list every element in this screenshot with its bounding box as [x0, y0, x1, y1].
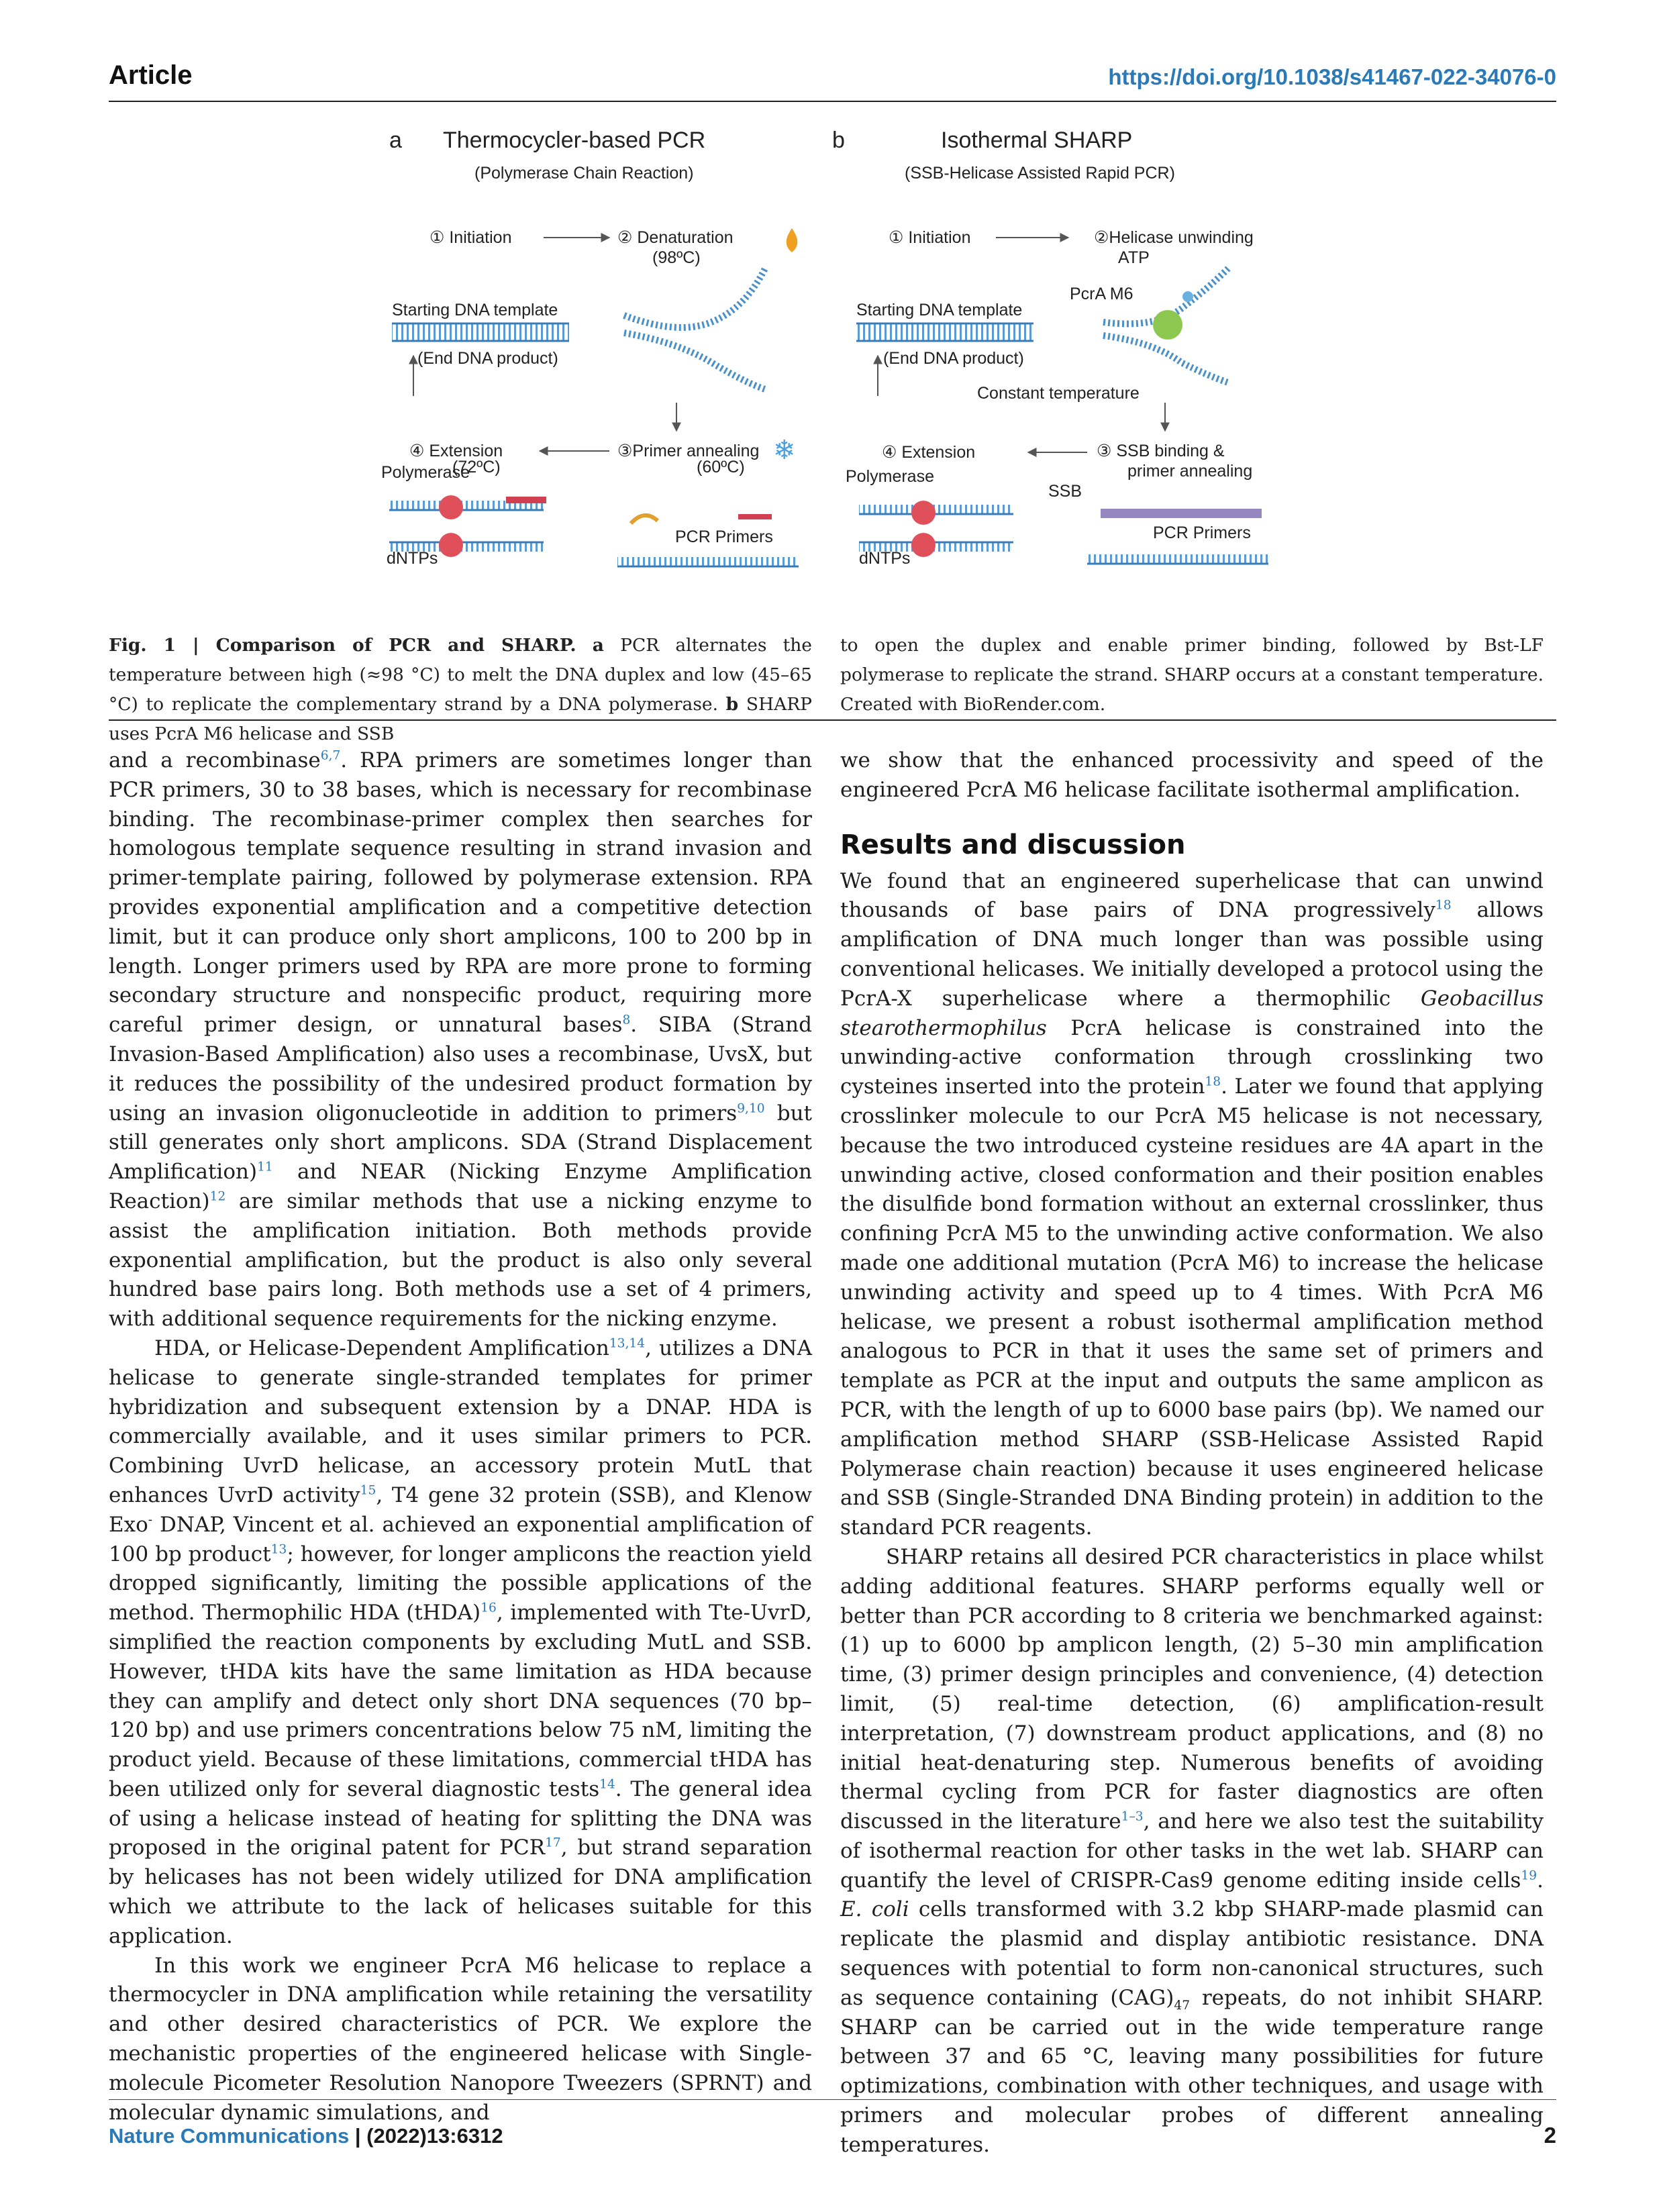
sharp-step2-label: ②Helicase unwinding: [1094, 228, 1254, 247]
flame-icon: [787, 228, 798, 252]
pcr-step4-temp: (72ºC): [452, 458, 501, 476]
sharp-ssb-label: SSB: [1048, 482, 1082, 501]
right-column: [840, 746, 1544, 2160]
pcr-start-template: Starting DNA template: [392, 301, 558, 319]
figure-caption-right: to open the duplex and enable primer binding, followed by Bst-LF polymerase to replicate the strand. SHARP occurs at a constant temperature. Created with BioRender.com.: [840, 635, 1544, 715]
panel-a-letter: a: [389, 128, 402, 153]
panel-b-letter: b: [832, 128, 845, 153]
sharp-constant-temp: Constant temperature: [977, 384, 1140, 403]
pcr-denatured-strand-top: [624, 268, 765, 328]
header-rule: [109, 101, 1556, 102]
sharp-pcra-label: PcrA M6: [1070, 285, 1133, 303]
footer-rule: [109, 2099, 1556, 2100]
snowflake-icon: ❄: [773, 435, 796, 466]
sharp-end-product: (End DNA product): [883, 349, 1024, 368]
sharp-primers-label: PCR Primers: [1153, 523, 1251, 542]
pcr-end-product: (End DNA product): [417, 349, 558, 368]
panel-b-subtitle: (SSB-Helicase Assisted Rapid PCR): [905, 164, 1175, 183]
paragraph: In this work we engineer PcrA M6 helicase to replace a thermocycler in DNA amplification while retaining the versatility and other desired characteristics of PCR. We explore the mechanistic properties of the engineered helicase with Single-molecule Picometer Resolution Nanopore Tweezers (SPRNT) and molecular dynamic simulations, and: [109, 1953, 812, 2125]
left-column: [109, 746, 812, 2127]
pcr-dna-template: [392, 323, 569, 341]
pcr-step3-label: ③Primer annealing: [617, 442, 760, 460]
pcr-polymerase-label: Polymerase: [381, 463, 470, 482]
paragraph: HDA, or Helicase-Dependent Amplification$^{13,14}$, utilizes a DNA helicase to generate single-stranded templates for primer hybridization and subsequent extension by a DNAP. HDA is commercially available, and it uses similar primers to PCR. Combining UvrD helicase, an accessory protein MutL that enhances UvrD activity$^{15}$, T4 gene 32 protein (SSB), and Klenow Exo- DNAP, Vincent et al. achieved an exponential amplification of 100 bp product$^{13}$; however, for longer amplicons the reaction yield dropped significantly, limiting the possible applications of the method. Thermophilic HDA (tHDA)$^{16}$, implemented with Tte-UvrD, simplified the reaction components by excluding MutL and SSB. However, tHDA kits have the same limitation as HDA because they can amplify and detect only short DNA sequences (70 bp–120 bp) and use primers concentrations below 75 nM, limiting the product yield. Because of these limitations, commercial tHDA has been utilized only for several diagnostic tests$^{14}$. The general idea of using a helicase instead of heating for splitting the DNA was proposed in the original patent for PCR$^{17}$, but strand separation by helicases has not been widely utilized for DNA amplification which we attribute to the lack of helicases suitable for this application.: [109, 1336, 813, 1948]
sharp-dntps-label: dNTPs: [859, 549, 911, 568]
sharp-step4-label: ④ Extension: [882, 443, 976, 462]
panel-a-title: Thermocycler-based PCR: [443, 128, 706, 153]
page-number: 2: [1544, 2123, 1556, 2148]
polymerase-icon: [439, 495, 463, 519]
pcr-step2-temp: (98ºC): [652, 248, 701, 267]
sharp-step3a-label: ③ SSB binding &: [1097, 442, 1225, 460]
pcr-step4-label: ④ Extension: [409, 442, 503, 460]
paragraph: SHARP retains all desired PCR characteristics in place whilst adding additional features. SHARP performs equally well or better than PCR according to 8 criteria we benchmarked against: (1) up to 6000 bp amplicon length, (2) 5–30 min amplification time, (3) primer design principles and convenience, (4) detection limit, (5) real-time detection, (6) amplification-result interpretation, (7) downstream product applications, and (8) no initial heat-denaturing step. Numerous benefits of avoiding thermal cycling from PCR for faster diagnostics are often discussed in the literature$^{1-3}$, and here we also test the suitability of isothermal reaction for other tasks in the wet lab. SHARP can quantify the level of CRISPR-Cas9 genome editing inside cells$^{19}$. E. coli cells transformed with 3.2 kbp SHARP-made plasmid can replicate the plasmid and display antibiotic resistance. DNA sequences with potential to form non-canonical structures, such as sequence containing $(CAG)_{47}$ repeats, do not inhibit SHARP. SHARP can be carried out in the wide temperature range between 37 and 65 °C, leaving many possibilities for future optimizations, combination with other techniques, and usage with primers and molecular probes of different annealing temperatures.: [840, 1544, 1544, 2157]
panel-a-subtitle: (Polymerase Chain Reaction): [474, 164, 694, 183]
sharp-start-template: Starting DNA template: [856, 301, 1023, 319]
paragraph: and a recombinase$^{6,7}$. RPA primers are sometimes longer than PCR primers, 30 to 38 bases, which is necessary for recombinase binding. The recombinase-primer complex then searches for homologous template sequence resulting in strand invasion and primer-template pairing, followed by polymerase extension. RPA provides exponential amplification and a competitive detection limit, but it can produce only short amplicons, 100 to 200 bp in length. Longer primers used by RPA are more prone to forming secondary structure and nonspecific product, requiring more careful primer design, or unnatural bases$^8$. SIBA (Strand Invasion-Based Amplification) also uses a recombinase, UvsX, but it reduces the possibility of the undesired product formation by using an invasion oligonucleotide in addition to primers$^{9,10}$ but still generates only short amplicons. SDA (Strand Displacement Amplification)$^{11}$ and NEAR (Nicking Enzyme Amplification Reaction)$^{12}$ are similar methods that use a nicking enzyme to assist the amplification initiation. Both methods provide exponential amplification, but the product is also only several hundred base pairs long. Both methods use a set of 4 primers, with additional sequence requirements for the nicking enzyme.: [109, 748, 813, 1331]
pcr-dntps-label: dNTPs: [387, 549, 438, 568]
figure-caption-left: Fig. 1 | Comparison of PCR and SHARP. a PCR alternates the temperature between high (≈98 °C) to melt the DNA duplex and low (45–65 °C) to replicate the complementary strand by a DNA polymerase. b SHARP uses PcrA M6 helicase and SSB: [109, 635, 812, 744]
sharp-dna-template: [856, 323, 1033, 341]
primer-icon: [631, 515, 658, 523]
pcr-step3-temp: (60ºC): [697, 458, 745, 476]
doi-link[interactable]: https://doi.org/10.1038/s41467-022-34076-0: [1108, 64, 1556, 89]
sharp-step3b-label: primer annealing: [1127, 462, 1253, 481]
pcr-step2-label: ② Denaturation: [617, 228, 734, 247]
paragraph: we show that the enhanced processivity and speed of the engineered PcrA M6 helicase facilitate isothermal amplification.: [840, 748, 1544, 802]
section-heading: Results and discussion: [840, 829, 1186, 860]
paragraph: We found that an engineered superhelicase that can unwind thousands of base pairs of DNA progressively$^{18}$ allows amplification of DNA much longer than was possible using conventional helicases. We initially developed a protocol using the PcrA-X superhelicase where a thermophilic Geobacillus stearothermophilus PcrA helicase is constrained into the unwinding-active conformation through crosslinking two cysteines inserted into the protein$^{18}$. Later we found that applying crosslinker molecule to our PcrA M5 helicase is not necessary, because the two introduced cysteine residues are 4A apart in the unwinding active, closed conformation and their position enables the disulfide bond formation without an external crosslinker, thus confining PcrA M5 to the unwinding active conformation. We also made one additional mutation (PcrA M6) to increase the helicase unwinding activity and speed up to 4 times. With PcrA M6 helicase, we present a robust isothermal amplification method analogous to PCR in that it uses the same set of primers and template as PCR at the input and outputs the same amplicon as PCR, with the length of up to 6000 base pairs (bp). We named our amplification method SHARP (SSB-Helicase Assisted Rapid Polymerase chain reaction) because it uses engineered helicase and SSB (Single-Stranded DNA Binding protein) in addition to the standard PCR reagents.: [840, 868, 1544, 1540]
helicase-icon: [1153, 310, 1182, 340]
caption-rule: [109, 719, 1556, 721]
panel-b-title: Isothermal SHARP: [941, 128, 1133, 153]
ssb-coated-strand: [1101, 509, 1262, 518]
article-label: Article: [109, 60, 193, 90]
caption-label: Fig. 1 | Comparison of PCR and SHARP.: [109, 635, 576, 656]
journal-link[interactable]: Nature Communications: [109, 2124, 350, 2148]
pcr-primers-label: PCR Primers: [675, 527, 773, 546]
pcr-denatured-strand-bottom: [624, 333, 765, 389]
figure-1: [362, 121, 1315, 617]
pcr-step1-label: ① Initiation: [430, 228, 512, 247]
sharp-atp-label: ATP: [1118, 248, 1150, 267]
sharp-step1-label: ① Initiation: [889, 228, 971, 247]
sharp-polymerase-label: Polymerase: [846, 467, 934, 486]
footer-citation: Nature Communications | (2022)13:6312: [109, 2124, 503, 2148]
